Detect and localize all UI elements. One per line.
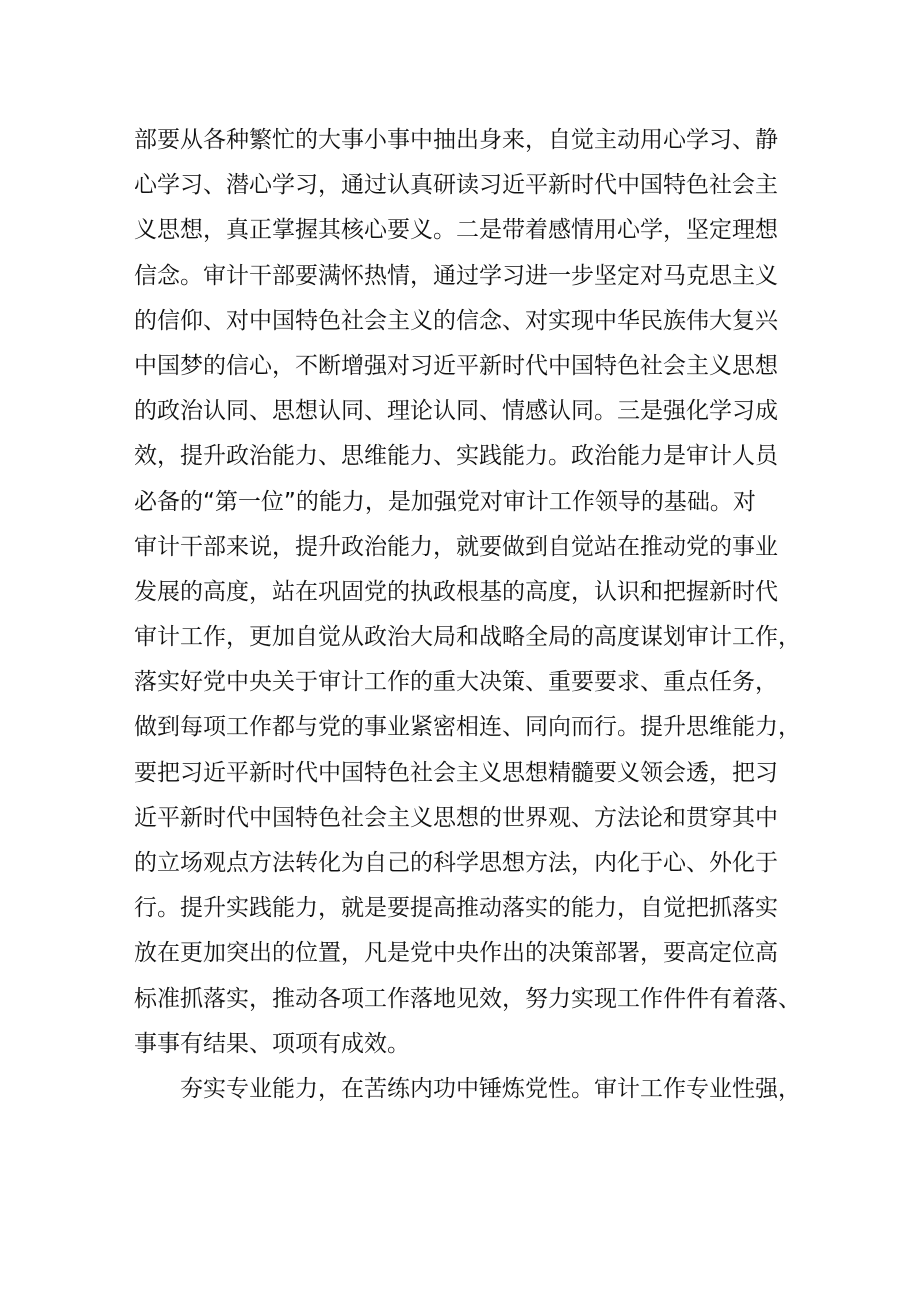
text-line: 行。提升实践能力，就是要提高推动落实的能力，自觉把抓落实 <box>134 895 778 922</box>
text-line: 做到每项工作都与党的事业紧密相连、同向而行。提升思维能力， <box>134 714 801 741</box>
text-line: 发展的高度，站在巩固党的执政根基的高度，认识和把握新时代 <box>134 578 778 605</box>
paragraph-2 <box>134 1067 801 1112</box>
text-line: 效，提升政治能力、思维能力、实践能力。政治能力是审计人员 <box>134 443 778 470</box>
text-line: 部要从各种繁忙的大事小事中抽出身来，自觉主动用心学习、静 <box>134 127 778 153</box>
paragraph-1 <box>134 118 801 1067</box>
text-line: 必备的“第一位”的能力，是加强党对审计工作领导的基础。对 <box>134 488 756 515</box>
text-line: 义思想，真正掌握其核心要义。二是带着感情用心学，坚定理想 <box>134 217 778 244</box>
text-line: 放在更加突出的位置，凡是党中央作出的决策部署，要高定位高 <box>134 940 778 967</box>
text-line: 标准抓落实，推动各项工作落地见效，努力实现工作件件有着落、 <box>134 985 801 1012</box>
text-line: 的政治认同、思想认同、理论认同、情感认同。三是强化学习成 <box>134 398 778 425</box>
text-line: 信念。审计干部要满怀热情，通过学习进一步坚定对马克思主义 <box>134 262 778 289</box>
text-line: 审计干部来说，提升政治能力，就要做到自觉站在推动党的事业 <box>134 533 778 560</box>
text-line: 事事有结果、项项有成效。 <box>134 1030 410 1057</box>
body-text <box>134 118 801 1112</box>
text-line: 审计工作，更加自觉从政治大局和战略全局的高度谋划审计工作， <box>134 624 801 651</box>
text-line: 的立场观点方法转化为自己的科学思想方法，内化于心、外化于 <box>134 850 778 876</box>
text-line: 中国梦的信心，不断增强对习近平新时代中国特色社会主义思想 <box>134 352 778 379</box>
text-line: 落实好党中央关于审计工作的重大决策、重要要求、重点任务， <box>134 669 778 696</box>
text-line: 要把习近平新时代中国特色社会主义思想精髓要义领会透，把习 <box>134 759 778 786</box>
text-line: 近平新时代中国特色社会主义思想的世界观、方法论和贯穿其中 <box>134 804 778 831</box>
text-line: 的信仰、对中国特色社会主义的信念、对实现中华民族伟大复兴 <box>134 307 778 334</box>
text-line: 夯实专业能力，在苦练内功中锤炼党性。审计工作专业性强， <box>180 1075 801 1102</box>
text-line: 心学习、潜心学习，通过认真研读习近平新时代中国特色社会主 <box>134 172 778 199</box>
